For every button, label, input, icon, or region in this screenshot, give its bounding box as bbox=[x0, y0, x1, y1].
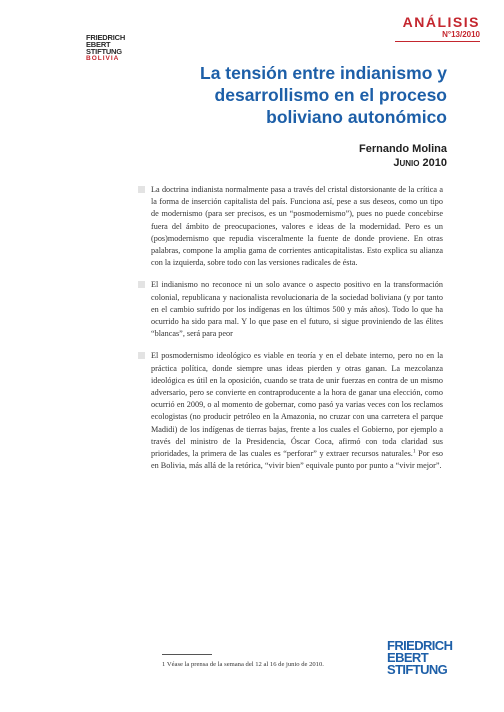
logo-line-stiftung: STIFTUNG bbox=[86, 47, 122, 56]
logo-line-friedrich: FRIEDRICH bbox=[86, 33, 126, 42]
logo-line-friedrich: FRIEDRICH bbox=[387, 638, 453, 653]
analysis-kicker: ANÁLISIS bbox=[402, 14, 480, 30]
author-name: Fernando Molina bbox=[359, 143, 447, 155]
paragraph-3 bbox=[151, 350, 443, 472]
fes-bolivia-logo bbox=[86, 34, 125, 62]
paragraph-1-text: La doctrina indianista normalmente pasa a través del cristal distorsionante de la crítica a la forma de inserción capitalista del país. Funciona así, pese a sus deseos, como un tipo de modernismo (para ser precisos, es un “posmodernismo”), pues no puede concebirse fuera del ámbito de preocupaciones, valores e ideas de la modernidad. Pero es un (pos)modernismo que repudia visceralmente la fuente de donde proviene. En otras palabras, compone la amplia gama de corrientes anticapitalistas. Esto explica su alianza con la izquierda, sobre todo con las versiones radicales de ésta. bbox=[151, 185, 443, 268]
analysis-number: N°13/2010 bbox=[442, 30, 480, 39]
fes-logo bbox=[387, 640, 452, 676]
document-body bbox=[151, 184, 443, 482]
paragraph-2-text: El indianismo no reconoce ni un solo avance o aspecto positivo en la transformación colonial, republicana y nacionalista revolucionaria de la sociedad boliviana (y por tanto en el cambio sufrido por los indígenas en los últimos 500 y más años). Todo lo que ha ocurrido ha sido para mal. Y lo que pase en el futuro, si sigue proviniendo de las élites “blancas”, será para peor bbox=[151, 280, 443, 339]
footnote-separator bbox=[162, 654, 212, 655]
document-title: La tensión entre indianismo y desarrollismo en el proceso boliviano autonómico bbox=[200, 63, 447, 127]
header-rule bbox=[395, 41, 480, 42]
logo-line-stiftung: STIFTUNG bbox=[387, 662, 448, 677]
publication-date: Junio 2010 bbox=[393, 157, 447, 169]
analysis-header bbox=[395, 15, 480, 42]
logo-line-ebert: EBERT bbox=[86, 40, 111, 49]
logo-line-ebert: EBERT bbox=[387, 650, 429, 665]
paragraph-3-text: El posmodernismo ideológico es viable en teoría y en el debate interno, pero no en la práctica política, donde siempre unas ideas pierden y otras ganan. La mezcolanza ideológica es útil en la oposición, cuando se trata de unir fuerzas en contra de un mismo adversario, pero se convierte en contraproducente a la hora de ganar una elección, como ocurrió en 2009, o al momento de gobernar, como pasó ya varias veces con los reclamos ecologistas (no producir petróleo en la Amazonia, no cruzar con una carretera el parque Madidi) de los indígenas de tierras bajas, frente a los cuales el Gobierno, por ejemplo a través del ministro de la Presidencia, Óscar Coca, afirmó con toda claridad sus prioridades, la primera de las cuales es “perforar” y extraer recursos naturales. bbox=[151, 351, 443, 459]
paragraph-2 bbox=[151, 279, 443, 340]
logo-line-bolivia: BOLIVIA bbox=[86, 55, 120, 62]
paragraph-bullet-icon bbox=[138, 186, 145, 193]
footnote-reference[interactable]: 1 bbox=[412, 448, 416, 455]
author-block bbox=[359, 142, 447, 170]
paragraph-1 bbox=[151, 184, 443, 269]
paragraph-bullet-icon bbox=[138, 281, 145, 288]
paragraph-bullet-icon bbox=[138, 352, 145, 359]
footnote: 1 Véase la prensa de la semana del 12 al 16 de junio de 2010. bbox=[162, 661, 324, 668]
paragraph-3-tail: Por eso en Bolivia, más allá de la retórica, “vivir bien” equivale punto por punto a “vivir mejor”. bbox=[151, 449, 444, 471]
